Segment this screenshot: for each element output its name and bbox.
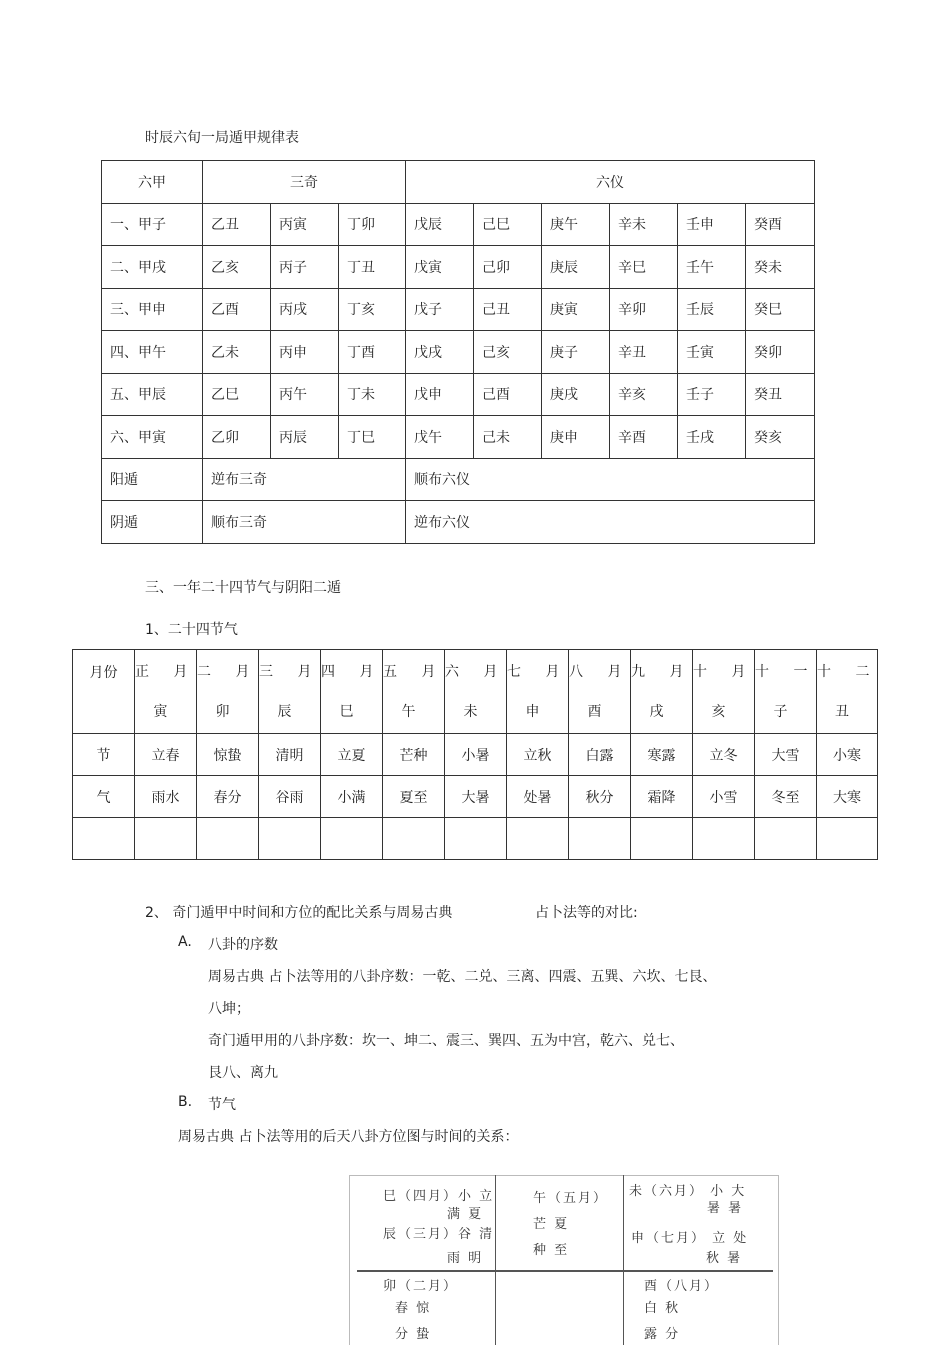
jie-term-cell: 惊蛰 (197, 734, 259, 776)
jie-term-cell: 芒种 (383, 734, 445, 776)
row-label: 一、甲子 (102, 203, 203, 246)
header-liuyi: 六仪 (406, 161, 815, 204)
month-name: 十 一 (755, 663, 818, 680)
empty-cell (693, 818, 755, 860)
liuyi-cell: 辛巳 (610, 246, 678, 289)
month-cell (321, 650, 383, 734)
mao-terms2: 分 蛰 (395, 1327, 432, 1342)
sanqi-cell: 丙寅 (271, 203, 339, 246)
section2-heading: 2、 奇门遁甲中时间和方位的配比关系与周易古典 (145, 905, 453, 921)
month-name: 六 月 (445, 663, 508, 680)
month-cell (197, 650, 259, 734)
B-marker: B. (178, 1094, 193, 1110)
qi-term-cell: 冬至 (755, 776, 817, 818)
qi-term-cell: 夏至 (383, 776, 445, 818)
month-cell (631, 650, 693, 734)
month-branch: 辰 (277, 703, 302, 720)
you-label: 酉（八月） (644, 1279, 720, 1294)
month-cell (445, 650, 507, 734)
liuyi-cell: 壬戌 (678, 416, 746, 459)
month-cell (135, 650, 197, 734)
empty-cell (507, 818, 569, 860)
liuyi-cell: 壬申 (678, 203, 746, 246)
month-label: 月份 (73, 650, 135, 734)
sanqi-cell: 乙巳 (203, 373, 271, 416)
sanqi-cell: 丙子 (271, 246, 339, 289)
month-branch: 午 (401, 703, 426, 720)
section3-sub1: 1、二十四节气 (145, 622, 238, 638)
A-marker: A. (178, 934, 192, 950)
liuyi-cell: 戊子 (406, 288, 474, 331)
month-branch: 亥 (711, 703, 736, 720)
jie-term-cell: 寒露 (631, 734, 693, 776)
mao-label: 卯（二月） (383, 1279, 459, 1294)
yang-sanqi: 逆布三奇 (203, 458, 406, 501)
liuyi-cell: 庚申 (542, 416, 610, 459)
liuyi-cell: 庚子 (542, 331, 610, 374)
qi-term-cell: 秋分 (569, 776, 631, 818)
yang-label: 阳遁 (102, 458, 203, 501)
sanqi-cell: 丁未 (339, 373, 406, 416)
empty-cell (197, 818, 259, 860)
month-branch: 寅 (153, 703, 178, 720)
empty-cell (569, 818, 631, 860)
month-branch: 巳 (339, 703, 364, 720)
A-line3: 奇门遁甲用的八卦序数：坎一、坤二、震三、巽四、五为中宫，乾六、兑七、 (208, 1033, 684, 1049)
month-cell (507, 650, 569, 734)
qi-term-cell: 谷雨 (259, 776, 321, 818)
sanqi-cell: 丁丑 (339, 246, 406, 289)
sanqi-cell: 乙卯 (203, 416, 271, 459)
sanqi-cell: 乙未 (203, 331, 271, 374)
liuyi-cell: 己巳 (474, 203, 542, 246)
month-name: 九 月 (631, 663, 694, 680)
liuyi-cell: 壬辰 (678, 288, 746, 331)
liuyi-cell: 己未 (474, 416, 542, 459)
empty-cell (817, 818, 878, 860)
row-label: 二、甲戌 (102, 246, 203, 289)
month-branch: 酉 (587, 703, 612, 720)
yin-label: 阴遁 (102, 501, 203, 544)
liuyi-cell: 癸卯 (746, 331, 815, 374)
chen-label: 辰（三月）谷 清 (383, 1227, 495, 1242)
table-row (102, 246, 815, 289)
sanqi-cell: 乙酉 (203, 288, 271, 331)
wu-terms1: 芒 夏 (533, 1217, 570, 1232)
liuyi-cell: 癸酉 (746, 203, 815, 246)
jie-term-cell: 立秋 (507, 734, 569, 776)
empty-cell (321, 818, 383, 860)
month-branch: 戌 (649, 703, 674, 720)
wu-terms2: 种 至 (533, 1243, 570, 1258)
month-name: 正 月 (135, 663, 198, 680)
empty-cell (73, 818, 135, 860)
you-terms1: 白 秋 (644, 1301, 681, 1316)
month-name: 十 月 (693, 663, 756, 680)
month-name: 七 月 (507, 663, 570, 680)
qi-term-cell: 春分 (197, 776, 259, 818)
month-cell (383, 650, 445, 734)
wei-label: 未（六月） 小 大 (629, 1184, 747, 1199)
header-sanqi: 三奇 (203, 161, 406, 204)
liuyi-cell: 辛酉 (610, 416, 678, 459)
shen-label: 申（七月） 立 处 (631, 1231, 749, 1246)
month-cell (693, 650, 755, 734)
shen-terms: 秋 暑 (706, 1251, 743, 1266)
month-name: 五 月 (383, 663, 446, 680)
jie-term-cell: 立冬 (693, 734, 755, 776)
month-name: 三 月 (259, 663, 322, 680)
liuyi-cell: 庚戌 (542, 373, 610, 416)
table-row (102, 416, 815, 459)
wei-terms: 暑 暑 (707, 1201, 744, 1216)
table-row (102, 373, 815, 416)
A-line2: 八坤； (208, 1001, 250, 1017)
liuyi-cell: 己丑 (474, 288, 542, 331)
yin-liuyi: 逆布六仪 (406, 501, 815, 544)
B-title: 节气 (208, 1097, 236, 1113)
yang-liuyi: 顺布六仪 (406, 458, 815, 501)
liuyi-cell: 庚午 (542, 203, 610, 246)
qi-term-cell: 小雪 (693, 776, 755, 818)
qi-label: 气 (73, 776, 135, 818)
sanqi-cell: 丁巳 (339, 416, 406, 459)
qi-term-cell: 霜降 (631, 776, 693, 818)
month-name: 二 月 (197, 663, 260, 680)
month-branch: 子 (773, 703, 798, 720)
jie-term-cell: 立夏 (321, 734, 383, 776)
mao-terms1: 春 惊 (395, 1301, 432, 1316)
liuyi-cell: 癸巳 (746, 288, 815, 331)
qi-term-cell: 处暑 (507, 776, 569, 818)
jie-term-cell: 大雪 (755, 734, 817, 776)
sanqi-cell: 乙亥 (203, 246, 271, 289)
qi-term-cell: 大寒 (817, 776, 878, 818)
liuyi-cell: 戊戌 (406, 331, 474, 374)
solar-terms-table (72, 649, 878, 860)
sanqi-cell: 乙丑 (203, 203, 271, 246)
bagua-diagram (349, 1175, 779, 1345)
month-name: 八 月 (569, 663, 632, 680)
jie-term-cell: 小寒 (817, 734, 878, 776)
month-branch: 丑 (835, 703, 859, 720)
liuyi-cell: 壬子 (678, 373, 746, 416)
month-branch: 卯 (215, 703, 240, 720)
sanqi-cell: 丙戌 (271, 288, 339, 331)
sanqi-cell: 丙申 (271, 331, 339, 374)
month-name: 十 二 (817, 663, 880, 680)
liuyi-cell: 辛亥 (610, 373, 678, 416)
A-line4: 艮八、离九 (208, 1065, 278, 1081)
month-cell (259, 650, 321, 734)
row-label: 六、甲寅 (102, 416, 203, 459)
month-name: 四 月 (321, 663, 384, 680)
A-line1: 周易古典 占卜法等用的八卦序数：一乾、二兑、三离、四震、五巽、六坎、七艮、 (208, 969, 717, 985)
empty-cell (259, 818, 321, 860)
empty-cell (755, 818, 817, 860)
month-cell (817, 650, 878, 734)
table-row (102, 331, 815, 374)
table-row (102, 203, 815, 246)
jie-term-cell: 立春 (135, 734, 197, 776)
row-label: 三、甲申 (102, 288, 203, 331)
si-terms: 满 夏 (447, 1207, 484, 1222)
header-liujia: 六甲 (102, 161, 203, 204)
liuyi-cell: 癸亥 (746, 416, 815, 459)
qi-term-cell: 小满 (321, 776, 383, 818)
sanqi-cell: 丁酉 (339, 331, 406, 374)
liuyi-cell: 戊寅 (406, 246, 474, 289)
empty-cell (383, 818, 445, 860)
section3-title: 三、一年二十四节气与阴阳二遁 (145, 580, 341, 596)
month-cell (755, 650, 817, 734)
qi-term-cell: 大暑 (445, 776, 507, 818)
you-terms2: 露 分 (644, 1327, 681, 1342)
liuyi-cell: 己酉 (474, 373, 542, 416)
liuyi-cell: 癸丑 (746, 373, 815, 416)
liuyi-cell: 辛未 (610, 203, 678, 246)
liuyi-cell: 癸未 (746, 246, 815, 289)
jie-term-cell: 清明 (259, 734, 321, 776)
chen-terms: 雨 明 (447, 1251, 484, 1266)
sanqi-cell: 丙辰 (271, 416, 339, 459)
si-label: 巳（四月）小 立 (383, 1189, 495, 1204)
row-label: 四、甲午 (102, 331, 203, 374)
liuyi-cell: 壬寅 (678, 331, 746, 374)
jie-term-cell: 小暑 (445, 734, 507, 776)
liuyi-cell: 辛丑 (610, 331, 678, 374)
liuyi-cell: 戊申 (406, 373, 474, 416)
jie-term-cell: 白露 (569, 734, 631, 776)
sanqi-cell: 丙午 (271, 373, 339, 416)
sanqi-cell: 丁卯 (339, 203, 406, 246)
empty-cell (135, 818, 197, 860)
month-branch: 未 (463, 703, 488, 720)
liuyi-cell: 庚辰 (542, 246, 610, 289)
empty-cell (631, 818, 693, 860)
month-branch: 申 (525, 703, 550, 720)
liuyi-cell: 己亥 (474, 331, 542, 374)
jie-label: 节 (73, 734, 135, 776)
qi-term-cell: 雨水 (135, 776, 197, 818)
row-label: 五、甲辰 (102, 373, 203, 416)
dunjia-rule-table (101, 160, 815, 544)
table-row (102, 288, 815, 331)
liuyi-cell: 己卯 (474, 246, 542, 289)
month-cell (569, 650, 631, 734)
A-title: 八卦的序数 (208, 937, 278, 953)
sanqi-cell: 丁亥 (339, 288, 406, 331)
liuyi-cell: 庚寅 (542, 288, 610, 331)
liuyi-cell: 戊辰 (406, 203, 474, 246)
wu-label: 午（五月） (533, 1191, 609, 1206)
empty-cell (445, 818, 507, 860)
liuyi-cell: 戊午 (406, 416, 474, 459)
section2-heading-b: 占卜法等的对比: (535, 905, 638, 921)
table1-caption: 时辰六旬一局遁甲规律表 (145, 130, 299, 146)
yin-sanqi: 顺布三奇 (203, 501, 406, 544)
B-line1: 周易古典 占卜法等用的后天八卦方位图与时间的关系： (178, 1129, 519, 1145)
liuyi-cell: 壬午 (678, 246, 746, 289)
liuyi-cell: 辛卯 (610, 288, 678, 331)
